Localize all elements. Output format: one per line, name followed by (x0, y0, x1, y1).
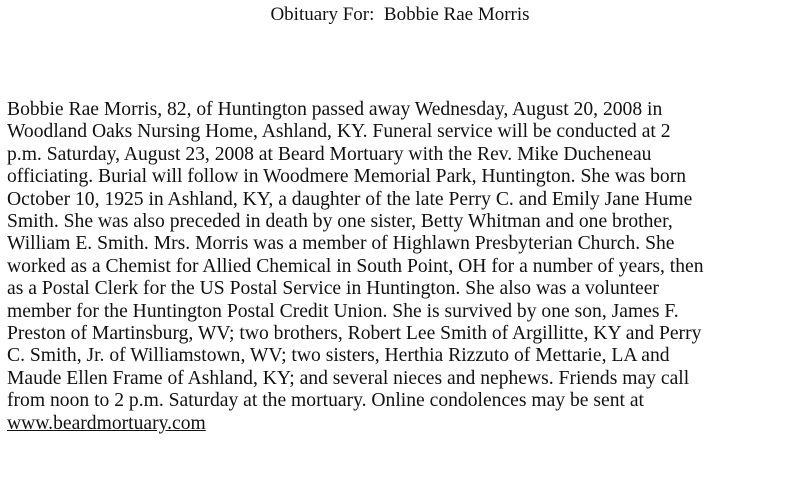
obituary-line: Smith. She was also preceded in death by one sister, Betty Whitman and one brother, (7, 211, 673, 233)
obituary-line: member for the Huntington Postal Credit Union. She is survived by one son, James F. (7, 300, 679, 322)
obituary-line: Bobbie Rae Morris, 82, of Huntington passed away Wednesday, August 20, 2008 in (7, 99, 663, 120)
deceased-name: Bobbie Rae Morris (383, 4, 530, 25)
obituary-line: Maude Ellen Frame of Ashland, KY; and several nieces and nephews. Friends may call (7, 367, 690, 389)
obituary-line: William E. Smith. Mrs. Morris was a member of Highlawn Presbyterian Church. She (7, 233, 675, 255)
obituary-line: officiating. Burial will follow in Woodmere Memorial Park, Huntington. She was born (7, 166, 687, 188)
obituary-line: as a Postal Clerk for the US Postal Service in Huntington. She also was a volunteer (7, 278, 659, 300)
mortuary-website-link[interactable]: www.beardmortuary.com (7, 412, 206, 434)
obituary-line: Woodland Oaks Nursing Home, Ashland, KY. Funeral service will be conducted at 2 (7, 121, 671, 143)
obituary-line: Preston of Martinsburg, WV; two brothers, Robert Lee Smith of Argillitte, KY and Perry (7, 323, 702, 345)
condolences-line (7, 413, 797, 435)
obituary-line: from noon to 2 p.m. Saturday at the mortuary. Online condolences may be sent at (7, 390, 644, 412)
obituary-line: C. Smith, Jr. of Williamstown, WV; two sisters, Herthia Rizzuto of Mettarie, LA and (7, 345, 670, 367)
obituary-line: p.m. Saturday, August 23, 2008 at Beard Mortuary with the Rev. Mike Ducheneau (7, 143, 652, 165)
page-header (0, 4, 800, 26)
header-label: Obituary For: (270, 4, 375, 25)
obituary-line: October 10, 1925 in Ashland, KY, a daughter of the late Perry C. and Emily Jane Hume (7, 188, 693, 210)
obituary-line: worked as a Chemist for Allied Chemical in South Point, OH for a number of years, then (7, 255, 704, 277)
obituary-text (7, 99, 797, 435)
